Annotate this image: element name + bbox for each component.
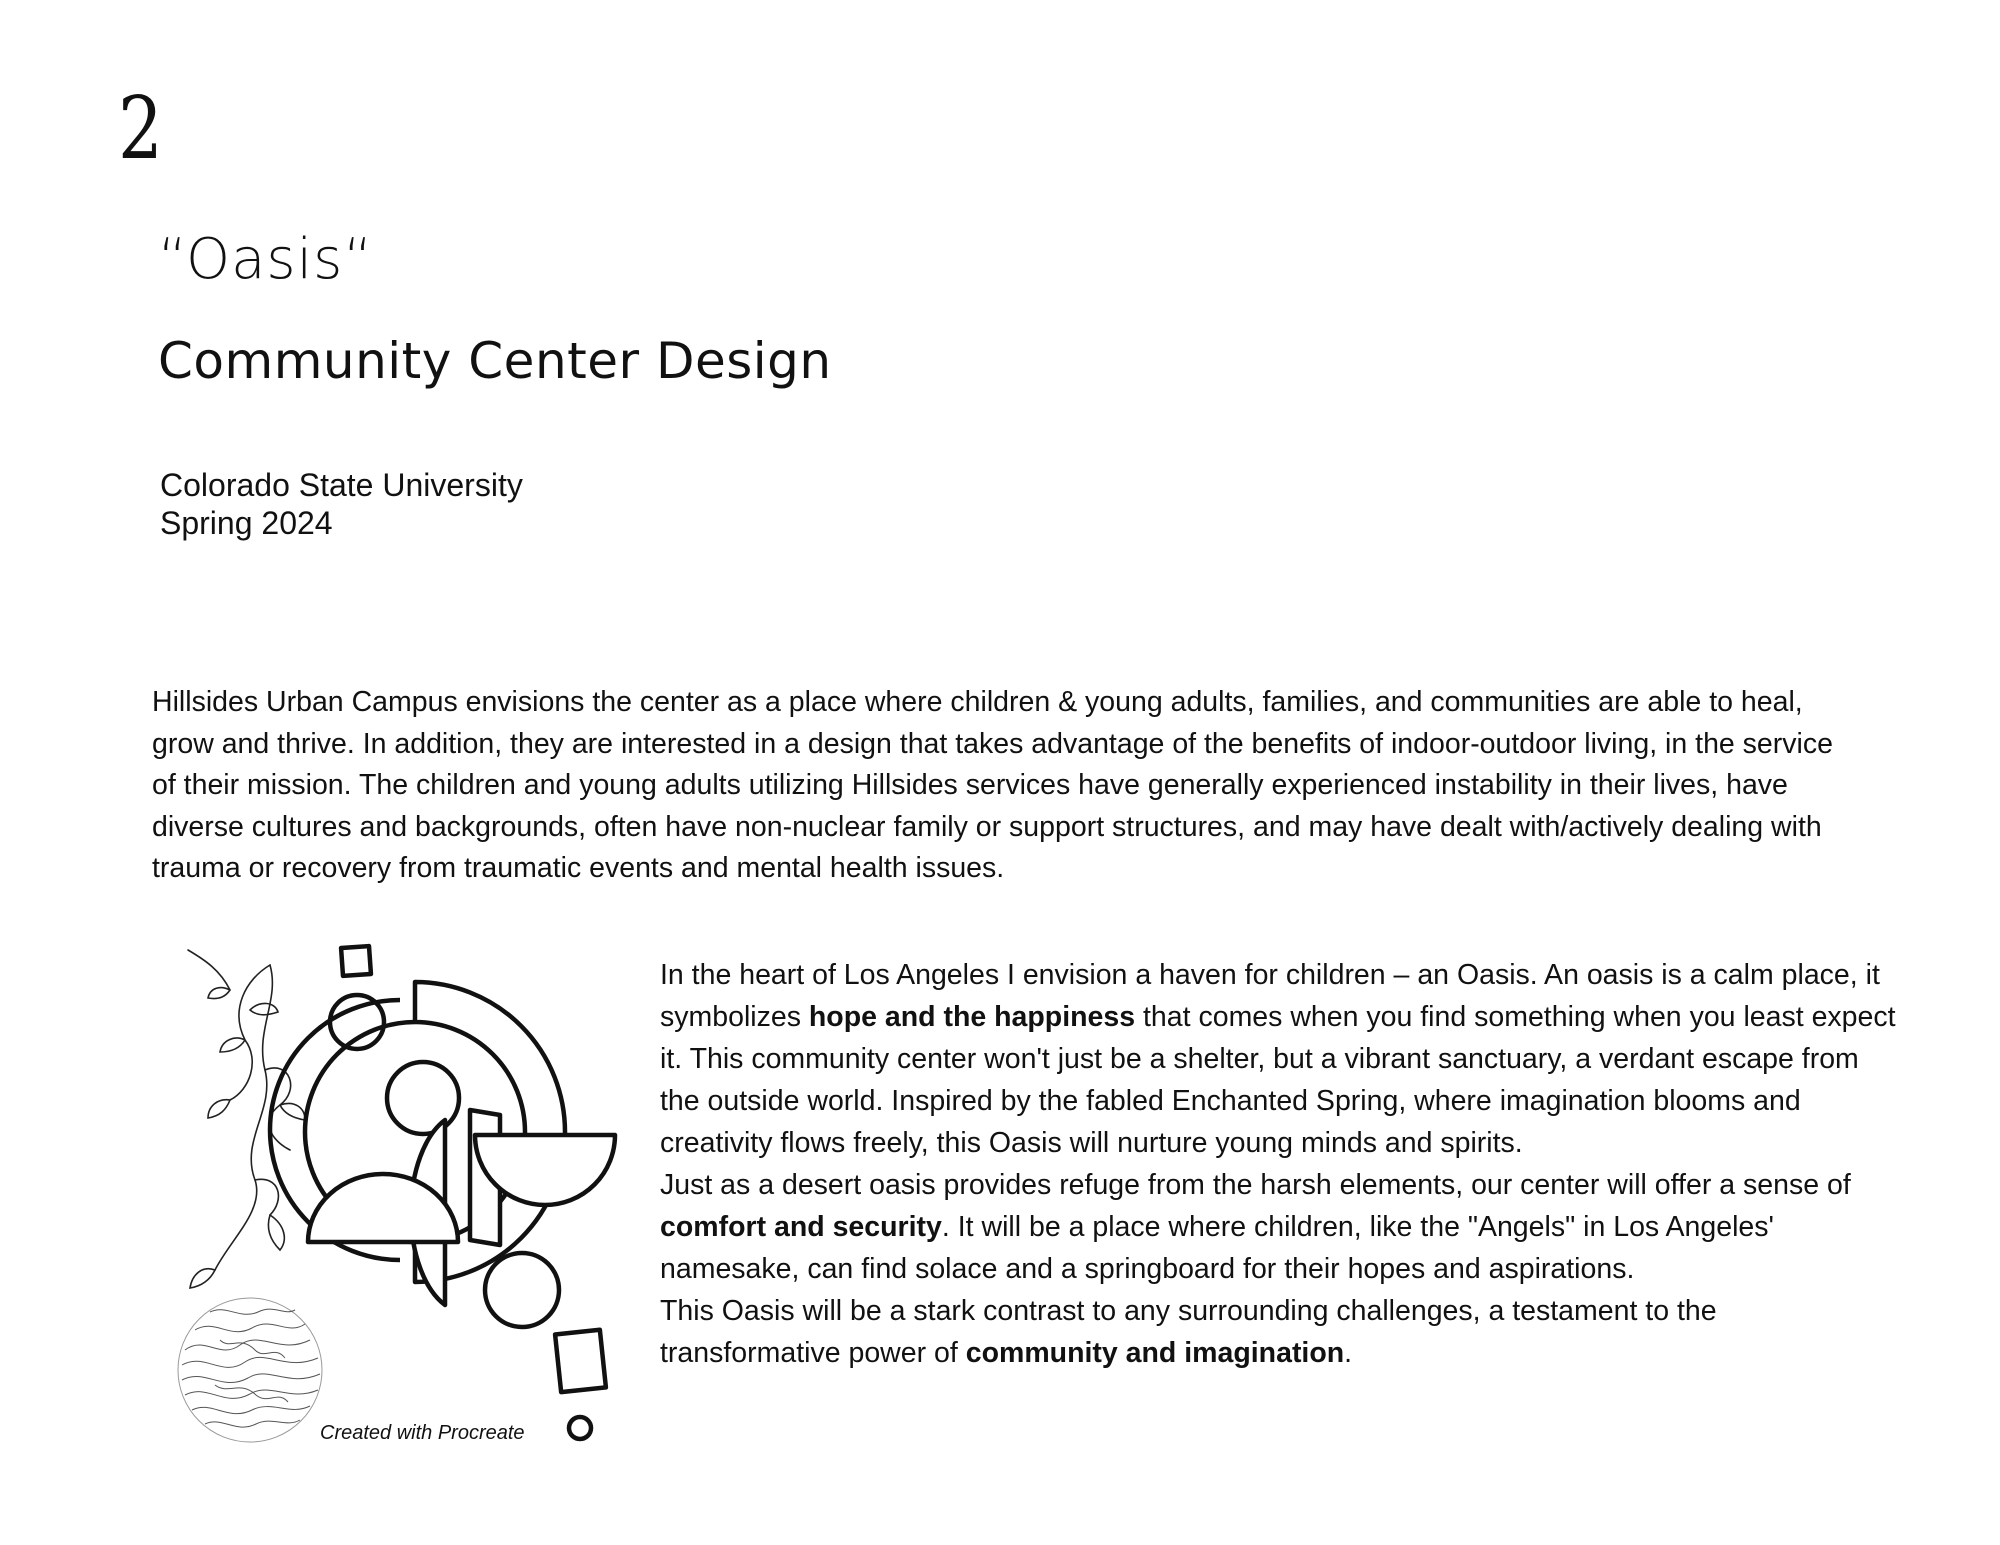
- affiliation: [160, 466, 523, 542]
- emphasis-community: community and imagination: [965, 1337, 1345, 1369]
- artwork-caption: Created with Procreate: [320, 1422, 525, 1444]
- vine-sketch: [188, 950, 305, 1288]
- page-number: 2: [118, 79, 163, 179]
- page-title: “Oasis“: [158, 227, 374, 292]
- school-name: Colorado State University: [160, 467, 523, 503]
- procreate-artwork: [160, 940, 660, 1450]
- emphasis-hope: hope and the happiness: [808, 1001, 1136, 1033]
- textured-circle: [178, 1298, 322, 1442]
- paragraph-1: In the heart of Los Angeles I envision a haven for children – an Oasis. An oasis is a calm place, it symbolizes hope and the happiness that comes when you find something when you least expect it. This community center won't just be a shelter, but a vibrant sanctuary, a verdant escape from the outside world. Inspired by the fabled Enchanted Spring, where imagination blooms and creativity flows freely, this Oasis will nurture young minds and spirits.: [660, 959, 1896, 1159]
- oasis-description: [660, 954, 1900, 1374]
- paragraph-3: This Oasis will be a stark contrast to any surrounding challenges, a testament to the transformative power of community and imagination.: [660, 1295, 1717, 1369]
- intro-paragraph: Hillsides Urban Campus envisions the center as a place where children & young adults, families, and communities are able to heal, grow and thrive. In addition, they are interested in a design that takes advantage of the benefits of indoor-outdoor living, in the service of their mission. The children and young adults utilizing Hillsides services have generally experienced instability in their lives, have diverse cultures and backgrounds, often have non-nuclear family or support structures, and may have dealt with/actively dealing with trauma or recovery from traumatic events and mental health issues.: [152, 686, 1833, 884]
- emphasis-comfort: comfort and security: [660, 1211, 942, 1243]
- paragraph-2: Just as a desert oasis provides refuge from the harsh elements, our center will offer a sense of comfort and security. It will be a place where children, like the "Angels" in Los Angeles' namesake, can find solace and a springboard for their hopes and aspirations.: [660, 1169, 1851, 1285]
- page-subtitle: Community Center Design: [158, 332, 832, 390]
- term: Spring 2024: [160, 505, 333, 541]
